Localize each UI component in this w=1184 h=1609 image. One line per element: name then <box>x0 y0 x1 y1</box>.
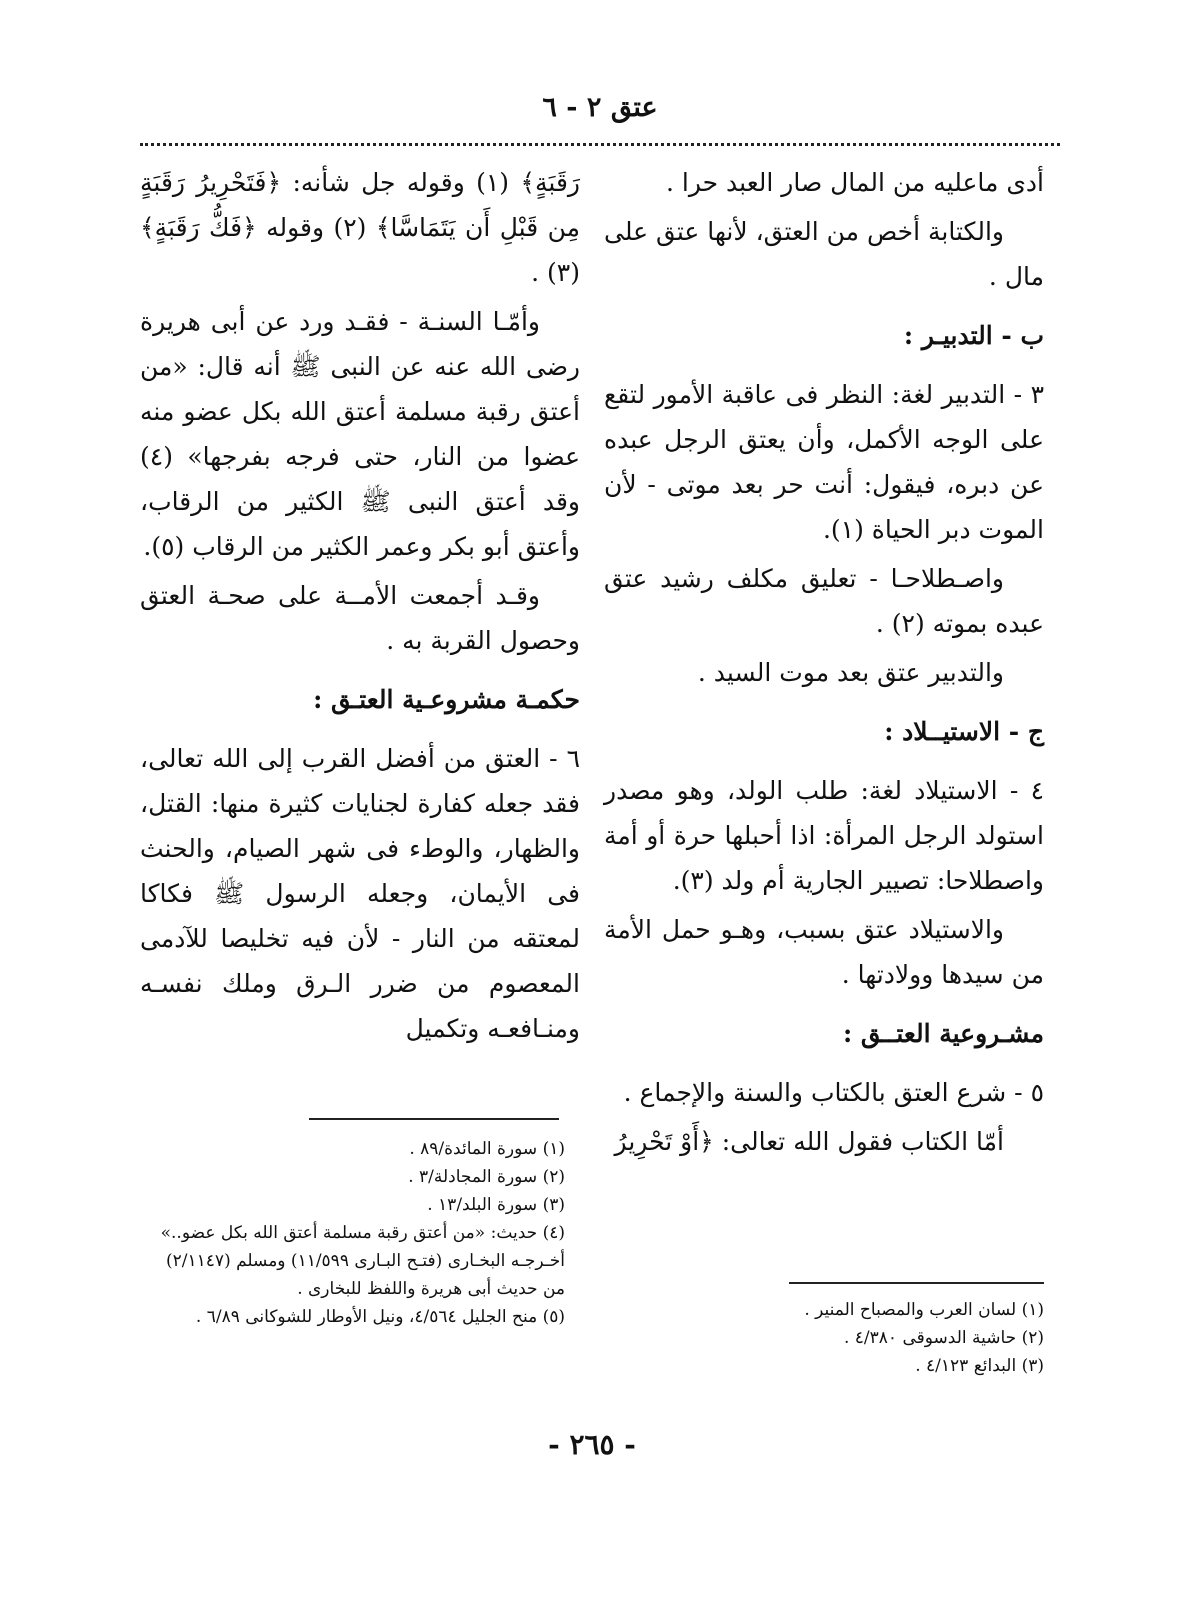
paragraph: وقـد أجمعت الأمــة على صحـة العتق وحصول القربة به . <box>140 581 580 655</box>
paragraph: رَقَبَةٍ﴾ (١) وقوله جل شأنه: ﴿فَتَحْرِيرُ رَقَبَةٍ مِن قَبْلِ أَن يَتَمَاسَّا﴾ (٢) وقوله ﴿فَكُّ رَقَبَةٍ﴾ (٣) . <box>140 168 581 287</box>
section-heading-hikma: حكمـة مشروعـية العتـق : <box>313 685 580 714</box>
footnote: (٥) منح الجليل ٤/٥٦٤، ونيل الأوطار للشوكانى ٦/٨٩ . <box>195 1307 565 1327</box>
page-header-title: عتق ٢ - ٦ <box>542 92 658 123</box>
paragraph: والاستيلاد عتق بسبب، وهـو حمل الأمة من سيدها وولادتها . <box>604 915 1044 989</box>
footnote: (٢) سورة المجادلة/٣ . <box>408 1167 565 1187</box>
footnote: (٣) سورة البلد/١٣ . <box>427 1195 565 1215</box>
footnote: (٢) حاشية الدسوقى ٤/٣٨٠ . <box>843 1328 1044 1348</box>
footnote: أخـرجـه البخـارى (فتـح البـارى ١١/٥٩٩) ومسلم (٢/١١٤٧) من حديث أبى هريرة واللفظ للبخارى . <box>166 1251 565 1299</box>
footnote-rule-left <box>309 1118 559 1120</box>
paragraph: أمّا الكتاب فقول الله تعالى: ﴿أَوْ تَحْرِيرُ <box>614 1127 1004 1156</box>
paragraph: ٣ - التدبير لغة: النظر فى عاقبة الأمور لتقع على الوجه الأكمل، وأن يعتق الرجل عبده عن دبره، فيقول: أنت حر بعد موتى - لأن الموت دبر الحياة (١). <box>604 380 1044 544</box>
section-heading-mashruiya: مشـروعية العتــق : <box>842 1019 1044 1048</box>
header-dotted-rule <box>140 143 1060 146</box>
paragraph: وأمّـا السنـة - فقـد ورد عن أبى هريرة رضى الله عنه عن النبى ﷺ أنه قال: «من أعتق رقبة مسلمة أعتق الله بكل عضو منه عضوا من النار، حتى فرجه بفرجها» (٤) وقد أعتق النبى ﷺ الكثير من الرقاب، وأعتق أبو بكر وعمر الكثير من الرقاب (٥). <box>140 307 580 561</box>
paragraph: ٥ - شرع العتق بالكتاب والسنة والإجماع . <box>623 1078 1044 1107</box>
footnote: (٤) حديث: «من أعتق رقبة مسلمة أعتق الله بكل عضو..» <box>160 1223 565 1243</box>
section-heading-istilad: ج - الاستيــلاد : <box>884 717 1044 746</box>
paragraph: والتدبير عتق بعد موت السيد . <box>697 658 1004 687</box>
page-number: - ٢٦٥ - <box>548 1428 636 1461</box>
footnote: (١) لسان العرب والمصباح المنير . <box>804 1300 1044 1320</box>
footnote: (١) سورة المائدة/٨٩ . <box>409 1139 565 1159</box>
footnotes-right <box>604 1296 1044 1380</box>
section-heading-tadbir: ب - التدبيـر : <box>903 321 1044 350</box>
left-column <box>140 160 580 1055</box>
right-column <box>604 160 1044 1168</box>
footnote-rule-right <box>789 1282 1044 1284</box>
paragraph: ٦ - العتق من أفضل القرب إلى الله تعالى، فقد جعله كفارة لجنايات كثيرة منها: القتل، والظهار، والوطء فى شهر الصيام، والحنث فى الأيمان، وجعله الرسول ﷺ فكاكا لمعتقه من النار - لأن فيه تخليصا للآدمى المعصوم من ضرر الـرق وملك نفسـه ومنـافعـه وتكميل <box>140 744 580 1043</box>
footnote: (٣) البدائع ٤/١٢٣ . <box>915 1356 1044 1376</box>
footnotes-left <box>140 1135 565 1331</box>
paragraph: والكتابة أخص من العتق، لأنها عتق على مال . <box>604 217 1044 291</box>
paragraph: أدى ماعليه من المال صار العبد حرا . <box>666 168 1044 197</box>
paragraph: واصـطلاحـا - تعليق مكلف رشيد عتق عبده بموته (٢) . <box>604 564 1044 638</box>
paragraph: ٤ - الاستيلاد لغة: طلب الولد، وهو مصدر استولد الرجل المرأة: اذا أحبلها حرة أو أمة واصطلاحا: تصيير الجارية أم ولد (٣). <box>604 776 1044 895</box>
